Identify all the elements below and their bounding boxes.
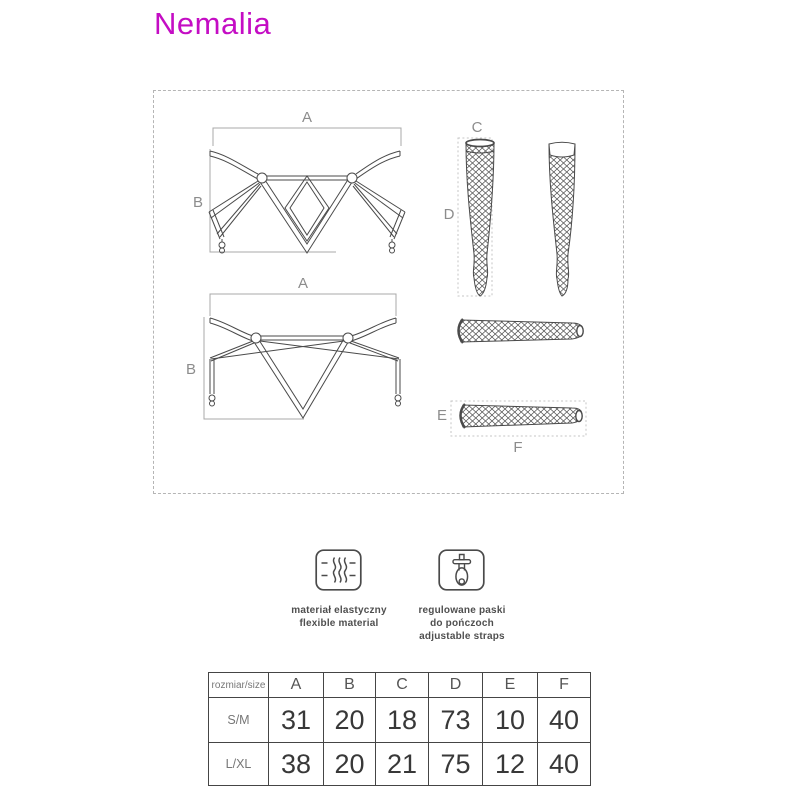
technical-diagram-panel [153, 90, 624, 494]
header-cell-f: F [538, 673, 591, 698]
dim-label-f: F [513, 439, 523, 456]
size-value-cell: 38 [269, 743, 324, 786]
stocking-top-band-drawing [459, 319, 584, 343]
product-title: Nemalia [154, 6, 272, 41]
header-cell-a: A [269, 673, 324, 698]
dim-label-a-front: A [301, 109, 313, 126]
header-cell-b: B [324, 673, 376, 698]
header-cell-d: D [429, 673, 483, 698]
dim-label-d: D [443, 206, 455, 223]
size-table-header-row [209, 673, 591, 698]
caption-line: adjustable straps [419, 631, 505, 642]
size-label-cell: L/XL [209, 743, 269, 786]
dim-label-a-back: A [297, 275, 309, 292]
size-value-cell: 10 [483, 698, 538, 743]
caption-line: materiał elastyczny [291, 605, 387, 616]
stocking-top-band-dimensioned-drawing [437, 401, 586, 456]
header-cell-c: C [376, 673, 429, 698]
header-cell-rozmiar-size: rozmiar/size [209, 673, 269, 698]
size-value-cell: 40 [538, 743, 591, 786]
size-label-cell: S/M [209, 698, 269, 743]
elastic-material-icon [315, 549, 362, 591]
size-value-cell: 20 [324, 698, 376, 743]
size-row-sm [209, 698, 591, 743]
size-table [208, 672, 591, 786]
adjustable-straps-caption [377, 604, 547, 643]
size-value-cell: 20 [324, 743, 376, 786]
caption-line: do pończoch [430, 618, 494, 629]
size-row-lxl [209, 743, 591, 786]
size-value-cell: 21 [376, 743, 429, 786]
caption-line: regulowane paski [418, 605, 506, 616]
size-value-cell: 31 [269, 698, 324, 743]
size-value-cell: 75 [429, 743, 483, 786]
caption-line: flexible material [299, 618, 379, 629]
dim-label-e: E [436, 407, 448, 424]
garter-front-view-drawing [193, 109, 405, 253]
dim-label-b-front: B [192, 194, 204, 211]
dim-label-b-back: B [185, 361, 197, 378]
dim-label-c: C [471, 119, 483, 136]
garter-back-view-drawing [186, 275, 401, 419]
size-value-cell: 18 [376, 698, 429, 743]
size-value-cell: 12 [483, 743, 538, 786]
technical-diagram [154, 91, 625, 495]
size-value-cell: 73 [429, 698, 483, 743]
size-value-cell: 40 [538, 698, 591, 743]
adjustable-straps-icon [438, 549, 485, 591]
header-cell-e: E [483, 673, 538, 698]
stockings-drawing [444, 119, 575, 296]
